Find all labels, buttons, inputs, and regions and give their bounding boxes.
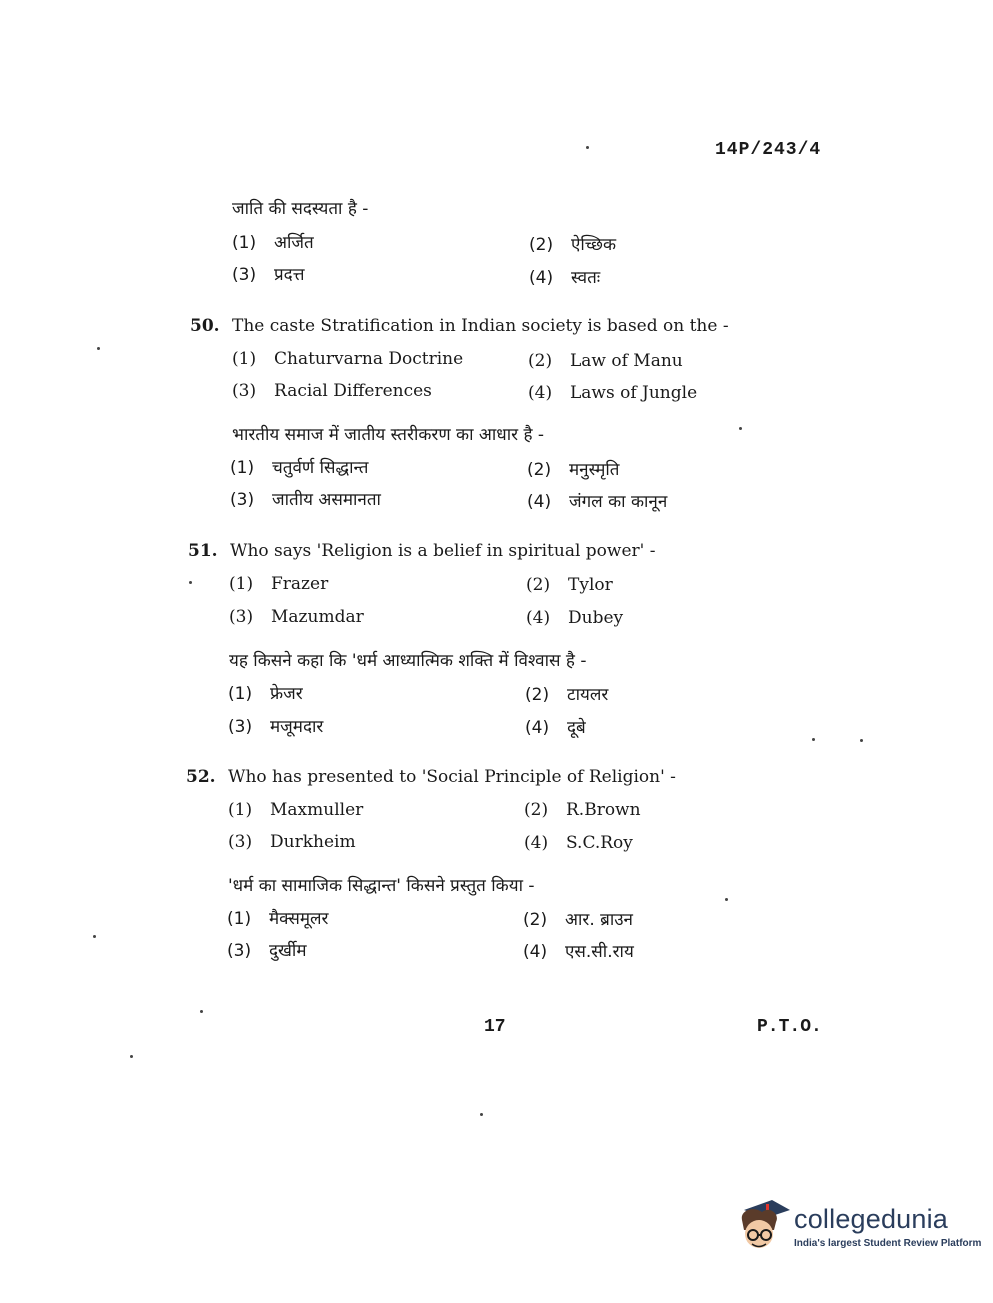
q51-hindi-option-1[interactable]: (1) फ्रेजर (228, 684, 303, 704)
q49-option-1[interactable]: (1) अर्जित (232, 233, 314, 253)
q49-option-2[interactable]: (2) ऐच्छिक (529, 235, 617, 255)
q52-option-4[interactable]: (4) S.C.Roy (524, 833, 633, 853)
q50-hindi-option-1[interactable]: (1) चतुर्वर्ण सिद्धान्त (230, 458, 369, 478)
q50-option-2[interactable]: (2) Law of Manu (528, 351, 683, 371)
page-number: 17 (484, 1017, 506, 1037)
paper-code: 14P/243/4 (715, 140, 822, 160)
brand-tagline: India's largest Student Review Platform (794, 1238, 982, 1249)
scan-speck (860, 739, 863, 742)
collegedunia-watermark (736, 1196, 982, 1260)
q50-hindi-option-3[interactable]: (3) जातीय असमानता (230, 490, 381, 510)
q51-option-2[interactable]: (2) Tylor (526, 575, 613, 595)
scan-speck (189, 581, 192, 584)
q50-option-4[interactable]: (4) Laws of Jungle (528, 383, 698, 403)
mascot-icon (736, 1196, 792, 1258)
q50-hindi-stem: भारतीय समाज में जातीय स्तरीकरण का आधार है - (232, 425, 545, 445)
q51-option-3[interactable]: (3) Mazumdar (229, 607, 364, 627)
q52-hindi-option-1[interactable]: (1) मैक्समूलर (227, 909, 329, 929)
q52-option-2[interactable]: (2) R.Brown (524, 800, 641, 820)
q50-hindi-option-2[interactable]: (2) मनुस्मृति (527, 460, 620, 480)
q50-option-3[interactable]: (3) Racial Differences (232, 381, 432, 401)
pto-label: P.T.O. (757, 1017, 822, 1037)
q52-number: 52. (186, 767, 216, 787)
q52-option-3[interactable]: (3) Durkheim (228, 832, 356, 852)
q51-hindi-option-2[interactable]: (2) टायलर (525, 685, 609, 705)
q52-hindi-option-3[interactable]: (3) दुर्खीम (227, 941, 307, 961)
q51-number: 51. (188, 541, 218, 561)
scan-speck (130, 1055, 133, 1058)
q49-hindi-stem: जाति की सदस्यता है - (232, 199, 369, 219)
q52-hindi-stem: 'धर्म का सामाजिक सिद्धान्त' किसने प्रस्तुत किया - (228, 876, 535, 896)
q50-number: 50. (190, 316, 220, 336)
q52-stem: Who has presented to 'Social Principle of Religion' - (228, 767, 676, 787)
scan-speck (93, 935, 96, 938)
q49-option-3[interactable]: (3) प्रदत्त (232, 265, 305, 285)
scan-speck (97, 347, 100, 350)
q50-stem: The caste Stratification in Indian society is based on the - (232, 316, 729, 336)
q52-hindi-option-2[interactable]: (2) आर. ब्राउन (523, 910, 633, 930)
scan-speck (586, 146, 589, 149)
q51-hindi-option-3[interactable]: (3) मजूमदार (228, 717, 324, 737)
brand-name: collegedunia (794, 1204, 949, 1234)
q51-hindi-stem: यह किसने कहा कि 'धर्म आध्यात्मिक शक्ति में विश्वास है - (229, 651, 587, 671)
q51-hindi-option-4[interactable]: (4) दूबे (525, 718, 586, 738)
q50-hindi-option-4[interactable]: (4) जंगल का कानून (527, 492, 668, 512)
q49-option-4[interactable]: (4) स्वतः (529, 268, 601, 288)
q51-option-1[interactable]: (1) Frazer (229, 574, 329, 594)
scan-speck (812, 738, 815, 741)
q52-option-1[interactable]: (1) Maxmuller (228, 800, 364, 820)
q51-option-4[interactable]: (4) Dubey (526, 608, 624, 628)
q52-hindi-option-4[interactable]: (4) एस.सी.राय (523, 942, 634, 962)
scan-speck (480, 1113, 483, 1116)
scan-speck (725, 898, 728, 901)
scan-speck (739, 427, 742, 430)
q50-option-1[interactable]: (1) Chaturvarna Doctrine (232, 349, 464, 369)
q51-stem: Who says 'Religion is a belief in spiritual power' - (230, 541, 656, 561)
scan-speck (200, 1010, 203, 1013)
